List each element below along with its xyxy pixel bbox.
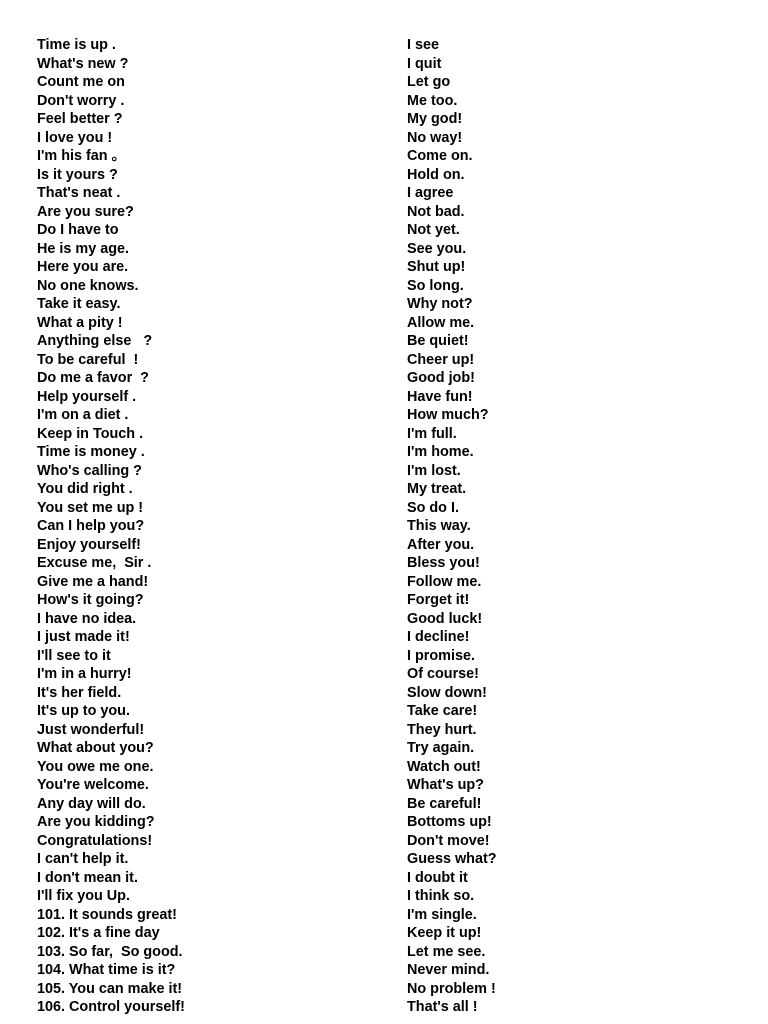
right-phrase-48: I'm single. <box>407 906 477 923</box>
right-phrase-3: Let go <box>407 74 451 90</box>
right-phrase-13: Shut up! <box>407 259 466 275</box>
left-phrase-26: You set me up ! <box>37 499 144 516</box>
left-phrase-47: I'll fix you Up. <box>37 888 130 904</box>
right-phrase-21: How much? <box>407 407 489 423</box>
right-phrase-24: I'm lost. <box>407 462 461 479</box>
right-phrase-20: Have fun! <box>407 388 473 405</box>
right-phrase-1: I see <box>407 37 440 53</box>
right-phrase-49: Keep it up! <box>407 925 482 941</box>
left-phrase-27: Can I help you? <box>37 518 145 534</box>
left-phrase-31: How's it going? <box>37 592 144 608</box>
left-phrase-37: It's up to you. <box>37 703 130 719</box>
left-phrase-25: You did right . <box>37 481 133 497</box>
left-phrase-12: He is my age. <box>37 240 129 257</box>
right-phrase-37: Take care! <box>407 703 478 719</box>
left-phrase-28: Enjoy yourself! <box>37 536 141 553</box>
left-phrase-2: What's new ? <box>37 55 129 72</box>
left-phrase-7: I'm his fan 。 <box>37 148 126 164</box>
right-phrase-36: Slow down! <box>407 684 487 701</box>
right-phrase-12: See you. <box>407 240 467 257</box>
right-phrase-10: Not bad. <box>407 203 465 220</box>
left-phrase-column <box>37 36 377 1017</box>
left-phrase-39: What about you? <box>37 740 154 756</box>
right-phrase-9: I agree <box>407 185 454 201</box>
right-phrase-25: My treat. <box>407 481 467 497</box>
right-phrase-16: Allow me. <box>407 314 475 331</box>
left-phrase-3: Count me on <box>37 74 125 90</box>
left-phrase-6: I love you ! <box>37 129 113 146</box>
right-phrase-11: Not yet. <box>407 222 460 238</box>
right-phrase-22: I'm full. <box>407 425 457 442</box>
right-phrase-38: They hurt. <box>407 721 477 738</box>
left-phrase-16: What a pity ! <box>37 314 123 331</box>
right-phrase-6: No way! <box>407 129 463 146</box>
left-phrase-42: Any day will do. <box>37 795 146 812</box>
right-phrase-47: I think so. <box>407 888 475 904</box>
right-phrase-43: Bottoms up! <box>407 814 492 830</box>
left-phrase-52: 105. You can make it! <box>37 980 183 997</box>
right-phrase-31: Forget it! <box>407 592 470 608</box>
right-phrase-32: Good luck! <box>407 610 483 627</box>
left-phrase-40: You owe me one. <box>37 758 154 775</box>
right-phrase-40: Watch out! <box>407 758 481 775</box>
left-phrase-44: Congratulations! <box>37 832 153 849</box>
left-phrase-46: I don't mean it. <box>37 869 138 886</box>
left-phrase-20: Help yourself . <box>37 388 137 405</box>
left-phrase-41: You're welcome. <box>37 777 149 793</box>
right-phrase-column <box>407 36 747 1017</box>
right-phrase-28: After you. <box>407 536 475 553</box>
right-phrase-50: Let me see. <box>407 943 486 960</box>
left-phrase-38: Just wonderful! <box>37 721 145 738</box>
right-phrase-45: Guess what? <box>407 851 497 867</box>
right-phrase-33: I decline! <box>407 629 470 645</box>
left-phrase-13: Here you are. <box>37 259 129 275</box>
left-phrase-45: I can't help it. <box>37 851 129 867</box>
right-phrase-5: My god! <box>407 111 463 127</box>
left-phrase-11: Do I have to <box>37 222 119 238</box>
right-phrase-52: No problem ! <box>407 980 496 997</box>
right-phrase-19: Good job! <box>407 370 475 386</box>
right-phrase-15: Why not? <box>407 296 473 312</box>
left-phrase-30: Give me a hand! <box>37 573 149 590</box>
left-phrase-5: Feel better ? <box>37 111 123 127</box>
left-phrase-34: I'll see to it <box>37 647 111 664</box>
right-phrase-30: Follow me. <box>407 573 482 590</box>
left-phrase-18: To be careful ! <box>37 351 139 368</box>
left-phrase-24: Who's calling ? <box>37 462 142 479</box>
left-phrase-14: No one knows. <box>37 277 139 294</box>
left-phrase-17: Anything else ? <box>37 333 153 349</box>
left-phrase-49: 102. It's a fine day <box>37 925 160 941</box>
left-phrase-53: 106. Control yourself! <box>37 999 185 1015</box>
left-phrase-32: I have no idea. <box>37 610 137 627</box>
left-phrase-10: Are you sure? <box>37 203 134 220</box>
right-phrase-18: Cheer up! <box>407 351 475 368</box>
right-phrase-26: So do I. <box>407 499 459 516</box>
right-phrase-42: Be careful! <box>407 795 482 812</box>
left-phrase-1: Time is up . <box>37 37 116 53</box>
left-phrase-50: 103. So far, So good. <box>37 943 183 960</box>
left-phrase-35: I'm in a hurry! <box>37 666 132 682</box>
left-phrase-48: 101. It sounds great! <box>37 906 177 923</box>
left-phrase-9: That's neat . <box>37 185 121 201</box>
left-phrase-19: Do me a favor ? <box>37 370 149 386</box>
right-phrase-51: Never mind. <box>407 962 490 978</box>
right-phrase-27: This way. <box>407 518 471 534</box>
left-phrase-29: Excuse me, Sir . <box>37 555 152 571</box>
right-phrase-23: I'm home. <box>407 444 474 460</box>
left-phrase-15: Take it easy. <box>37 296 121 312</box>
right-phrase-44: Don't move! <box>407 832 490 849</box>
right-phrase-8: Hold on. <box>407 166 465 183</box>
right-phrase-29: Bless you! <box>407 555 480 571</box>
right-phrase-46: I doubt it <box>407 869 468 886</box>
left-phrase-43: Are you kidding? <box>37 814 155 830</box>
right-phrase-17: Be quiet! <box>407 333 469 349</box>
right-phrase-53: That's all ! <box>407 999 478 1015</box>
right-phrase-14: So long. <box>407 277 464 294</box>
left-phrase-36: It's her field. <box>37 684 122 701</box>
right-phrase-2: I quit <box>407 55 442 72</box>
left-phrase-51: 104. What time is it? <box>37 962 176 978</box>
right-phrase-7: Come on. <box>407 148 473 164</box>
left-phrase-23: Time is money . <box>37 444 145 460</box>
left-phrase-33: I just made it! <box>37 629 130 645</box>
right-phrase-34: I promise. <box>407 647 475 664</box>
left-phrase-22: Keep in Touch . <box>37 425 144 442</box>
left-phrase-21: I'm on a diet . <box>37 407 129 423</box>
right-phrase-35: Of course! <box>407 666 479 682</box>
left-phrase-8: Is it yours ? <box>37 166 118 183</box>
right-phrase-41: What's up? <box>407 777 484 793</box>
right-phrase-4: Me too. <box>407 92 458 109</box>
left-phrase-4: Don't worry . <box>37 92 125 109</box>
right-phrase-39: Try again. <box>407 740 475 756</box>
